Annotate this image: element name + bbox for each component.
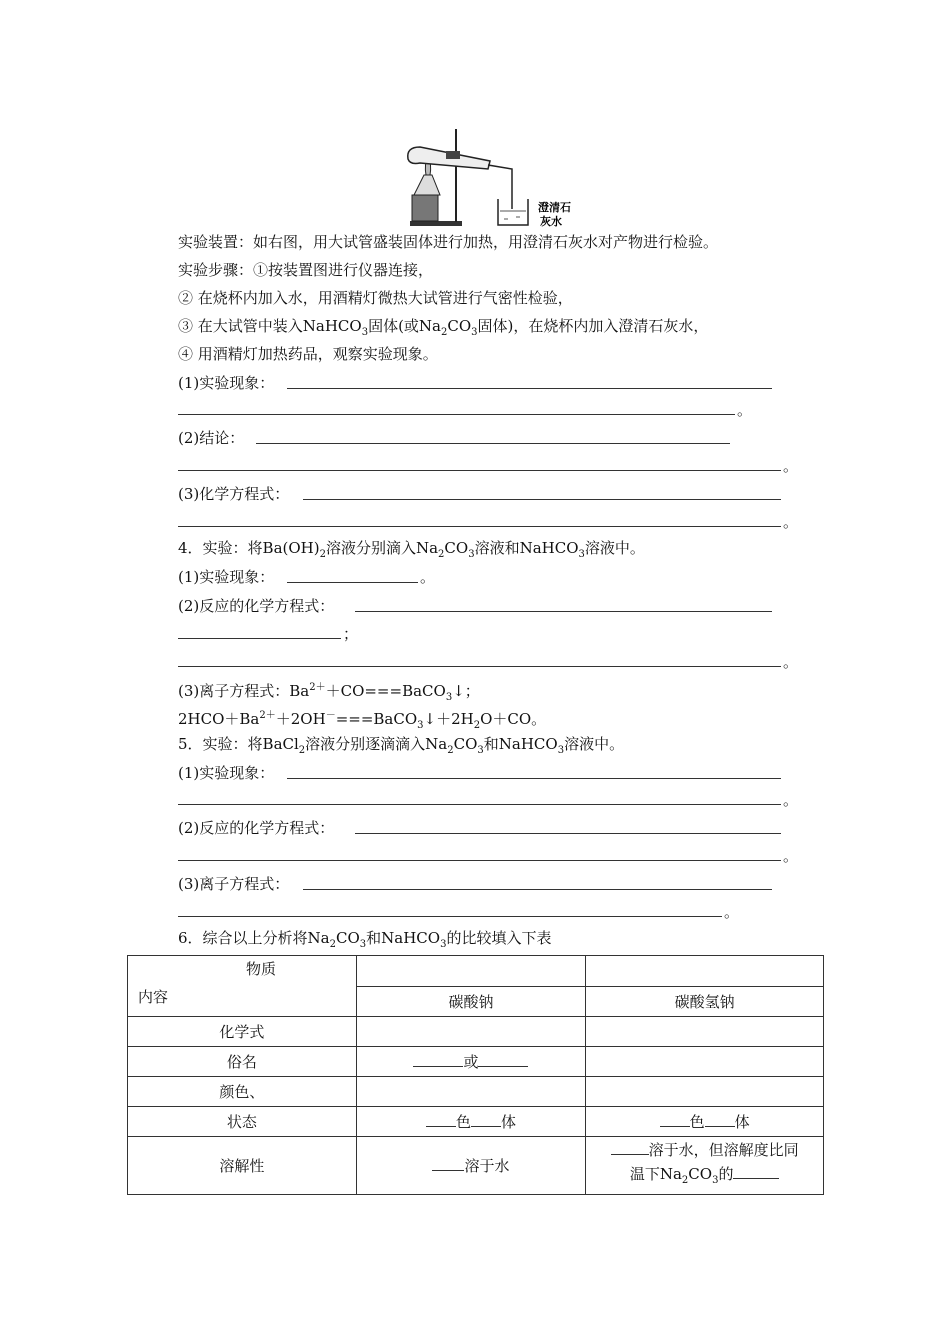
q3-phenomenon-label: (1)实验现象： — [178, 374, 275, 392]
q4-ionic-1: (3)离子方程式：$Ba^{2+}+CO===BaCO_3↓$； — [178, 682, 480, 703]
stand-base — [410, 221, 462, 226]
answer-blank[interactable] — [178, 804, 781, 805]
header-top: 物质 — [246, 960, 277, 978]
comparison-table — [127, 955, 824, 1195]
steps-title: 实验步骤：①按装置图进行仪器连接， — [178, 261, 434, 279]
table-cell — [356, 1077, 586, 1107]
q3-conclusion-label: (2)结论： — [178, 429, 245, 447]
col-header-na2co3: 碳酸钠 — [356, 986, 586, 1017]
q3-equation-label: (3)化学方程式： — [178, 485, 290, 503]
answer-blank[interactable] — [355, 611, 772, 612]
answer-cell[interactable] — [586, 1017, 824, 1047]
step-2: ② 在烧杯内加入水，用酒精灯微热大试管进行气密性检验， — [178, 289, 573, 307]
semicolon: ； — [343, 625, 359, 643]
answer-blank[interactable] — [303, 499, 781, 500]
row-label-color: 颜色、 — [128, 1077, 357, 1107]
answer-blank[interactable] — [178, 470, 781, 471]
period: 。 — [783, 653, 799, 671]
period: 。 — [783, 457, 799, 475]
q5-equation-label: (2)反应的化学方程式： — [178, 819, 335, 837]
wood-block — [412, 195, 438, 221]
col-header-nahco3: 碳酸氢钠 — [586, 986, 824, 1017]
period: 。 — [783, 847, 799, 865]
answer-cell[interactable]: 色 体 — [586, 1107, 824, 1137]
row-label-common-name: 俗名 — [128, 1047, 357, 1077]
answer-blank[interactable] — [178, 860, 781, 861]
answer-blank[interactable] — [178, 638, 341, 639]
q4-phenomenon-label: (1)实验现象： — [178, 568, 275, 586]
q5-phenomenon-label: (1)实验现象： — [178, 764, 275, 782]
answer-cell[interactable]: 或 — [356, 1047, 586, 1077]
period: 。 — [724, 903, 740, 921]
answer-blank[interactable] — [178, 526, 781, 527]
period: 。 — [783, 791, 799, 809]
table-cell — [356, 956, 586, 987]
answer-blank[interactable] — [303, 889, 772, 890]
row-label-state: 状态 — [128, 1107, 357, 1137]
apparatus-figure — [400, 125, 590, 230]
q4-equation-label: (2)反应的化学方程式： — [178, 597, 335, 615]
period: 。 — [783, 513, 799, 531]
q5-ionic-label: (3)离子方程式： — [178, 875, 290, 893]
answer-cell[interactable] — [356, 1017, 586, 1047]
table-cell — [586, 1077, 824, 1107]
answer-cell[interactable]: 色 体 — [356, 1107, 586, 1137]
table-cell — [586, 956, 824, 987]
table-header-diagonal — [128, 956, 357, 1017]
device-description: 实验装置：如右图，用大试管盛装固体进行加热，用澄清石灰水对产物进行检验。 — [178, 233, 719, 251]
period: 。 — [420, 568, 436, 586]
row-label-formula: 化学式 — [128, 1017, 357, 1047]
answer-blank[interactable] — [287, 778, 781, 779]
q4-ionic-2: $2HCO+Ba^{2+}+2OH^-===BaCO_3↓+2H_2O+CO$。 — [178, 710, 547, 731]
header-bottom: 内容 — [138, 988, 169, 1006]
figure-label-2: 灰水 — [540, 215, 562, 228]
answer-cell[interactable] — [586, 1047, 824, 1077]
answer-blank[interactable] — [256, 443, 730, 444]
delivery-tube — [488, 165, 512, 209]
step-3: ③ 在大试管中装入NaHCO$_3$固体(或$Na_2CO_3$固体)，在烧杯内加入澄清石灰水， — [178, 317, 709, 338]
answer-blank[interactable] — [178, 666, 781, 667]
beaker — [498, 199, 528, 225]
q4-title: 4．实验：将$Ba(OH)_2$溶液分别滴入$Na_2CO_3$溶液和NaHCO$_3$溶液中。 — [178, 539, 645, 560]
answer-blank[interactable] — [287, 582, 418, 583]
answer-blank[interactable] — [355, 833, 781, 834]
period: 。 — [737, 401, 753, 419]
answer-cell[interactable]: 溶于水，但溶解度比同 温下$Na_2CO_3$的 — [586, 1137, 824, 1195]
figure-label-1: 澄清石 — [538, 201, 571, 214]
answer-blank[interactable] — [178, 916, 722, 917]
q6-title: 6．综合以上分析将$Na_2CO_3$和NaHCO$_3$的比较填入下表 — [178, 929, 552, 950]
step-4: ④ 用酒精灯加热药品，观察实验现象。 — [178, 345, 438, 363]
answer-blank[interactable] — [287, 388, 772, 389]
answer-blank[interactable] — [178, 414, 735, 415]
row-label-solubility: 溶解性 — [128, 1137, 357, 1195]
answer-cell[interactable]: 溶于水 — [356, 1137, 586, 1195]
alcohol-lamp — [414, 175, 440, 195]
q5-title: 5．实验：将BaCl$_2$溶液分别逐滴滴入$Na_2CO_3$和NaHCO$_3$溶液中。 — [178, 735, 625, 756]
